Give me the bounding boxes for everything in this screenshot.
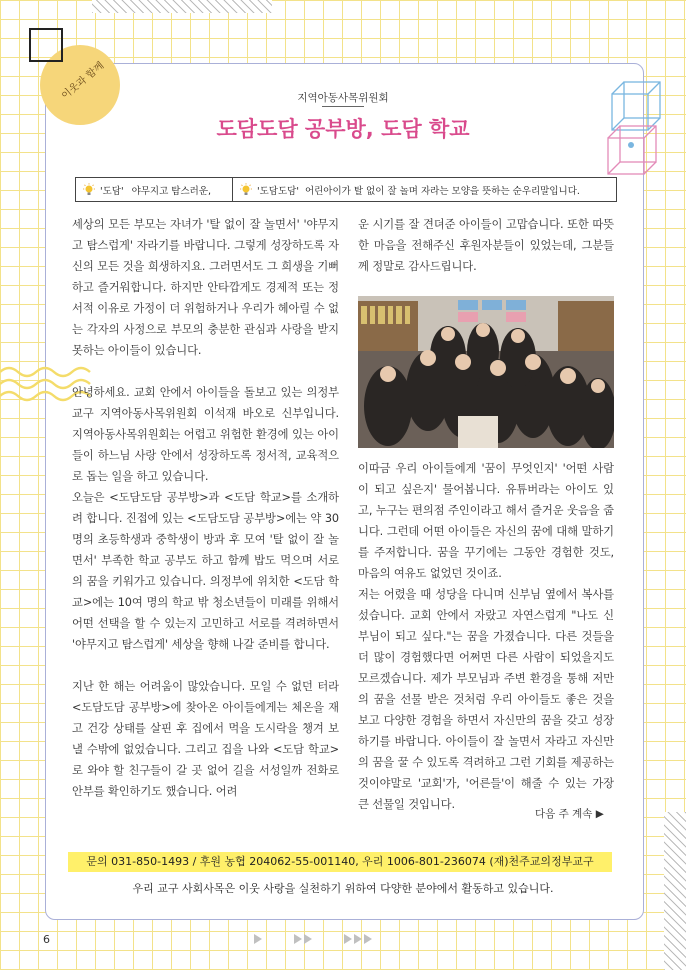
glossary-item-1 <box>76 183 232 197</box>
mission-statement: 우리 교구 사회사목은 이웃 사랑을 실천하기 위하여 다양한 분야에서 활동하고 있습니다. <box>132 882 554 895</box>
glossary-meaning: 야무지고 탐스러운, <box>131 185 212 197</box>
glossary-term: '도담도담' <box>257 185 299 197</box>
article-left-column <box>72 214 339 802</box>
lightbulb-icon <box>82 183 96 197</box>
arrow-decoration-icon <box>250 932 410 946</box>
glossary-box <box>75 177 617 202</box>
paragraph: 운 시기를 잘 견뎌준 아이들이 고맙습니다. 또한 따뜻한 마음을 전해주신 후원자분들이 있었는데, 그분들께 정말로 감사드립니다. <box>358 218 614 273</box>
continued-next-week: 다음 주 계속 ▶ <box>535 808 604 820</box>
title-divider <box>322 106 364 107</box>
glossary-meaning: 어린아이가 탈 없이 잘 놀며 자라는 모양을 뜻하는 순우리말입니다. <box>304 185 580 197</box>
page-title: 도담도담 공부방, 도담 학교 <box>216 117 470 141</box>
decorative-hatch-top <box>92 0 272 13</box>
contact-donation-info: 문의 031-850-1493 / 후원 농협 204062-55-001140, 우리 1006-801-236074 (재)천주교의정부교구 <box>68 852 612 872</box>
paragraph: 안녕하세요. 교회 안에서 아이들을 돌보고 있는 의정부교구 지역아동사목위원회 이석재 바오로 신부입니다. 지역아동사목위원회는 어렵고 위험한 환경에 있는 아이들이 하느님 사랑 안에서 성장하도록 정서적, 교육적으로 돕는 일을 하고 있습니다. <box>72 386 339 483</box>
paragraph: 오늘은 <도담도담 공부방>과 <도담 학교>를 소개하려 합니다. 진접에 있는 <도담도담 공부방>에는 약 30명의 초등학생과 중학생이 방과 후 모여 '탈 없이 잘 놀면서' 부족한 학교 공부도 하고 함께 밥도 먹으며 서로의 꿈을 키워가고 있습니다. 의정부에 위치한 <도담 학교>에는 10여 명의 학교 밖 청소년들이 미래를 위해서 어떤 선택을 할 수 있는지 고민하고 서로를 격려하면서 '야무지고 탐스럽게' 세상을 향해 나갈 준비를 합니다. <box>72 491 339 651</box>
section-tag: 이웃과 함께 <box>59 60 107 102</box>
corner-square-frame <box>29 28 63 62</box>
paragraph: 저는 어렸을 때 성당을 다니며 신부님 옆에서 복사를 섰습니다. 교회 안에서 자랐고 자연스럽게 "나도 신부님이 되고 싶다."는 꿈을 가졌습니다. 다른 것들을 더 많이 경험했다면 어쩌면 다른 사람이 되었을지도 모르겠습니다. 제가 부모님과 주변 환경을 통해 저만의 꿈을 선물 받은 것처럼 우리 아이들도 좋은 것을 보고 다양한 경험을 하면서 자신만의 꿈을 갖고 성장하기를 바랍니다. 아이들이 잘 놀면서 자라고 자신만의 꿈을 꿀 수 있도록 격려하고 그런 기회를 제공하는 것이야말로 '교회'가, '어른들'이 해줄 수 있는 가장 큰 선물일 것입니다. <box>358 588 614 811</box>
organization-name: 지역아동사목위원회 <box>297 92 389 104</box>
group-photo <box>358 296 614 448</box>
lightbulb-icon <box>239 183 253 197</box>
paragraph: 지난 한 해는 어려움이 많았습니다. 모일 수 없던 터라 <도담도담 공부방>에 찾아온 아이들에게는 체온을 재고 건강 상태를 살핀 후 집에서 먹을 도시락을 챙겨 보낼 수밖에 없었습니다. 그리고 집을 나와 <도담 학교>로 와야 할 친구들이 갈 곳 없어 길을 서성일까 전화로 안부를 확인하기도 했습니다. 어려 <box>72 680 339 798</box>
paragraph: 세상의 모든 부모는 자녀가 '탈 없이 잘 놀면서' '야무지고 탐스럽게' 자라기를 바랍니다. 그렇게 성장하도록 자신의 모든 것을 희생하지요. 그러면서도 그 희생을 기뻐하고 즐거워합니다. 하지만 안타깝게도 경제적 또는 정서적 이유로 가정이 더 위험하거나 우리가 헤아릴 수 없는 각자의 사정으로 부모의 충분한 관심과 사랑을 받지 못하는 아이들이 있습니다. <box>72 218 339 357</box>
glossary-item-2 <box>233 183 580 197</box>
paragraph: 이따금 우리 아이들에게 '꿈이 무엇인지' '어떤 사람이 되고 싶은지' 물어봅니다. 유튜버라는 아이도 있고, 누구는 편의점 주인이라고 해서 즐거운 웃음을 줍니다. 그런데 어떤 아이들은 자신의 꿈에 대해 말하기를 주저합니다. 꿈을 꾸기에는 그동안 경험한 것도, 마음의 여유도 없었던 것이죠. <box>358 462 614 580</box>
page-number: 6 <box>43 933 50 946</box>
glossary-term: '도담' <box>100 185 124 197</box>
